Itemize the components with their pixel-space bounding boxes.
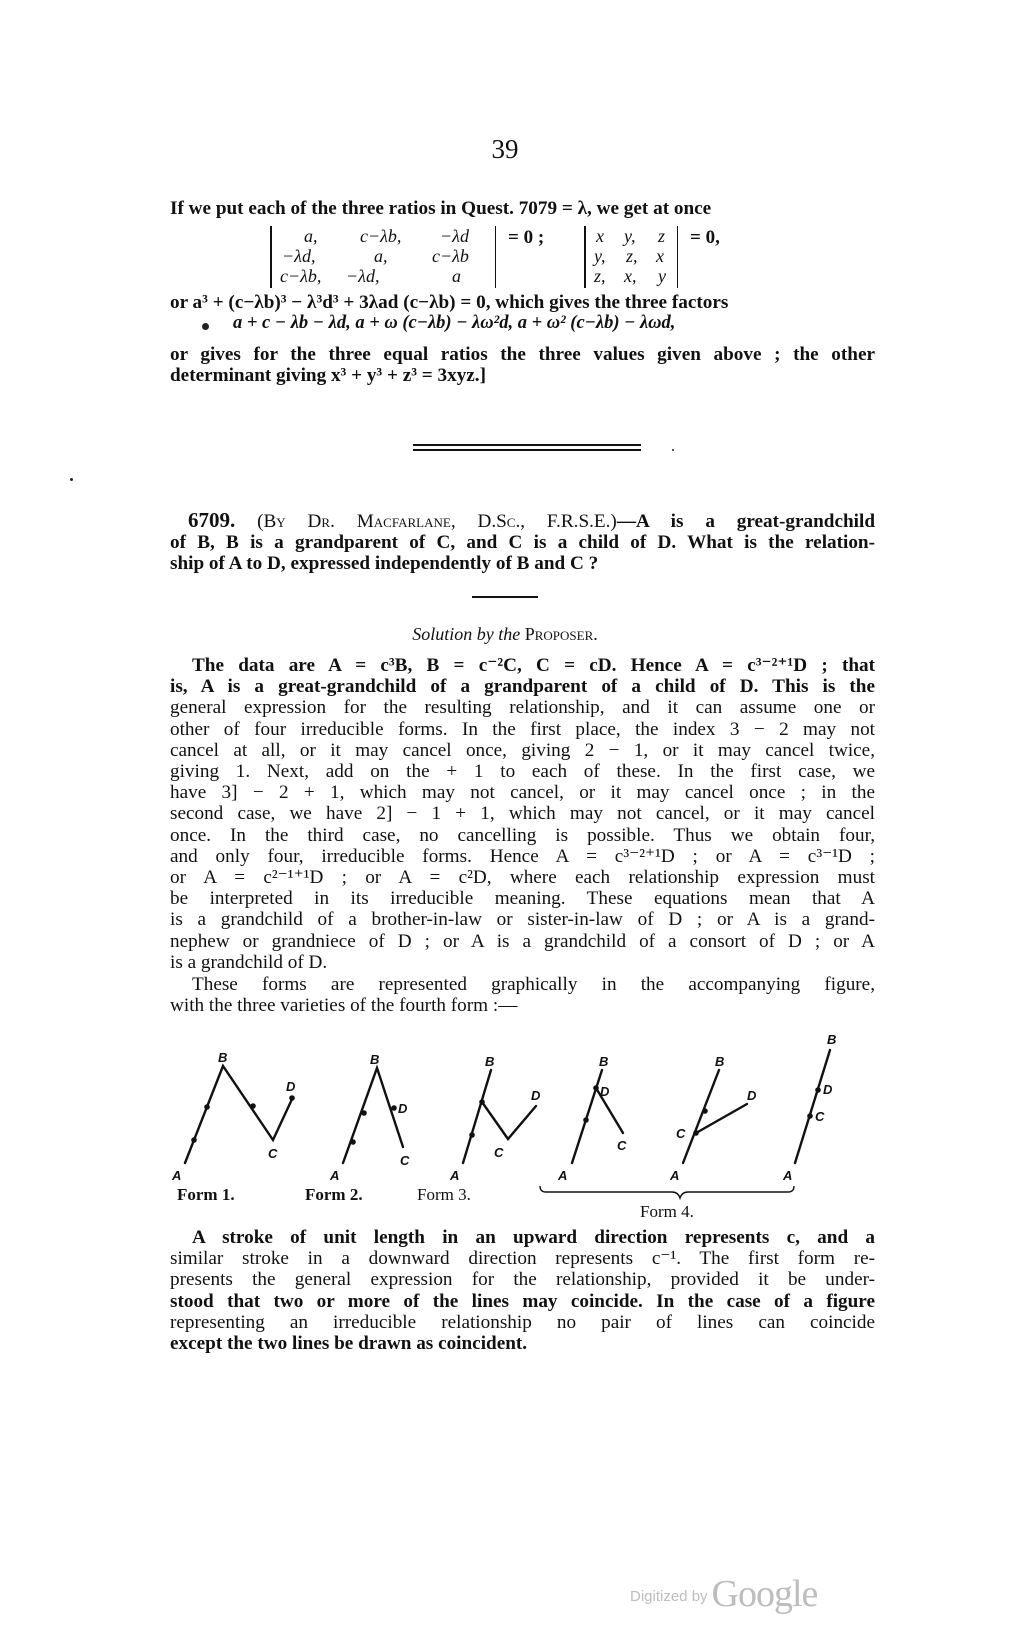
text-line: representing an irreducible relationship no pair of lines can coincide [170,1311,875,1333]
text-line: cancel at all, or it may cancel once, giving 2 − 1, or it may cancel twice, [170,739,875,761]
det-cell: a, [374,246,388,266]
form-4c-path [795,1050,830,1163]
node-label-b: B [370,1052,380,1067]
node-dot [289,1095,295,1101]
text-line: determinant giving x³ + y³ + z³ = 3xyz.] [170,365,486,387]
speck [672,449,674,451]
det-cell: y, [624,226,636,246]
text-line: nephew or grandniece of D ; or A is a grandchild of a consort of D ; or A [170,930,875,952]
text-line: second case, we have 2] − 1 + 1, which may not cancel, or it may cancel [170,803,875,825]
det-cell: −λd [440,226,469,246]
text-line: except the two lines be drawn as coincident. [170,1333,528,1355]
node-label-a: A [670,1168,680,1183]
node-dot [593,1085,599,1091]
factors-line: a + c − λb − λd, a + ω (c−λb) − λω²d, a + ω² (c−λb) − λωd, [233,313,676,333]
text-line: The data are A = c³B, B = c⁻²C, C = cD. Hence A = c³⁻²⁺¹D ; that [192,655,875,676]
node-dot [204,1104,210,1110]
node-dot [469,1132,475,1138]
page-number: 39 [491,134,519,164]
speck [70,478,73,481]
det-cell: c−λb, [280,266,322,286]
text-line: giving 1. Next, add on the + 1 to each of these. In the first case, we [170,761,875,783]
node-dot [693,1130,699,1136]
google-watermark [630,1572,817,1616]
node-dot [250,1103,256,1109]
expansion-line [170,292,875,313]
determinant-2-equals: = 0, [690,227,720,248]
det-cell: x [596,226,604,246]
det-cell: a, [304,226,318,246]
form-4-brace [540,1186,794,1198]
determinant-1 [270,226,496,288]
expansion-text: or a³ + (c−λb)³ − λ³d³ + 3λad (c−λb) = 0, which gives the three factors [170,292,729,313]
det-cell: −λd, [282,246,316,266]
node-dot [815,1087,821,1093]
text-line: is a grandchild of D. [170,951,328,973]
node-label-b: B [715,1054,725,1069]
det-cell: x [656,246,664,266]
determinant-2 [584,226,678,288]
node-label-a: A [450,1168,460,1183]
text-line: or A = c²⁻¹⁺¹D ; or A = c²D, where each relationship expression must [170,867,875,889]
node-label-b: B [599,1054,609,1069]
section-divider [413,444,641,446]
form-4a-path [572,1070,602,1163]
determinant-bar-right [677,226,679,288]
text-line: similar stroke in a downward direction represents c⁻¹. The first form re- [170,1248,875,1270]
node-label-d: D [747,1088,757,1103]
det-cell: z, [626,246,638,266]
node-label-a: A [783,1168,793,1183]
node-label-c: C [268,1146,278,1161]
det-cell: y, [594,246,606,266]
text-line: of B, B is a grandparent of C, and C is a child of D. What is the relation- [170,532,875,554]
form-2-path [343,1068,403,1163]
form-3-path [463,1070,491,1163]
text-line: ship of A to D, expressed independently of B and C ? [170,553,599,575]
node-label-c: C [676,1126,686,1141]
watermark-prefix: Digitized by [630,1588,708,1605]
question-author: (By Dr. Macfarlane, D.Sc., F.R.S.E.) [257,511,617,532]
text-line: or gives for the three equal ratios the three values given above ; the other [170,344,875,365]
question-number: 6709. [188,508,236,532]
determinant-bar-right [495,226,497,288]
short-divider [472,596,538,598]
node-label-b: B [218,1050,228,1065]
det-cell: z, [594,266,606,286]
node-dot [702,1108,708,1114]
det-cell: y [658,266,666,286]
node-dot [807,1113,813,1119]
solution-heading [0,624,1010,645]
det-cell: c−λb [432,246,469,266]
node-dot [479,1099,485,1105]
text-line: have 3] − 2 + 1, which may not cancel, or it may cancel once ; in the [170,782,875,804]
text-line: presents the general expression for the relationship, provided it be under- [170,1269,875,1291]
solution-heading-name: Proposer. [524,624,598,644]
figure-svg [165,1020,855,1235]
google-logo: Google [711,1573,818,1615]
text-line: stood that two or more of the lines may coincide. In the case of a figure [170,1290,875,1312]
solution-paragraph-1 [170,655,875,973]
form-4b-path [683,1070,719,1163]
node-label-d: D [286,1079,296,1094]
node-label-d: D [600,1084,610,1099]
text-line: once. In the third case, no cancelling is possible. Thus we obtain four, [170,824,875,846]
node-label-d: D [823,1082,833,1097]
determinant-bar-left [584,226,586,288]
text-line: general expression for the resulting relationship, and it can assume one or [170,697,875,719]
node-label-b: B [485,1054,495,1069]
solution-paragraph-3 [170,1227,875,1354]
node-label-d: D [398,1101,408,1116]
node-label-a: A [172,1168,182,1183]
node-label-a: A [558,1168,568,1183]
solution-paragraph-2 [170,974,875,1016]
text-line: —A is a great-grandchild [616,511,875,532]
node-label-c: C [815,1109,825,1124]
bullet-dot [202,323,209,330]
node-label-c: C [400,1153,410,1168]
text-line: is, A is a great-grandchild of a grandparent of a child of D. This is the [170,676,875,698]
question-6709 [170,510,875,575]
node-label-a: A [330,1168,340,1183]
node-label-d: D [531,1088,541,1103]
node-dot [391,1105,397,1111]
form-3-branch [482,1102,536,1139]
question-first-line [170,510,875,532]
node-dot [191,1137,197,1143]
intro-line: If we put each of the three ratios in Quest. 7079 = λ, we get at once [170,198,712,219]
node-label-c: C [617,1138,627,1153]
det-cell: a [452,266,461,286]
solution-heading-italic: Solution by the [412,624,521,644]
node-dot [350,1139,356,1145]
closing-paragraph [170,344,875,386]
det-cell: −λd, [346,266,380,286]
node-label-b: B [827,1032,837,1047]
relationship-figure [165,1020,855,1235]
text-line: These forms are represented graphically in the accompanying figure, [192,974,875,995]
text-line: A stroke of unit length in an upward direction represents c, and a [192,1227,875,1248]
determinant-bar-left [270,226,272,288]
form-3-label: Form 3. [417,1185,471,1204]
det-cell: x, [624,266,637,286]
text-line: be interpreted in its irreducible meaning. These equations mean that A [170,888,875,910]
form-2-label: Form 2. [305,1185,363,1204]
text-line: other of four irreducible forms. In the first place, the index 3 − 2 may not [170,718,875,740]
text-line: is a grandchild of a brother-in-law or sister-in-law of D ; or A is a grand- [170,909,875,931]
text-line: and only four, irreducible forms. Hence A = c³⁻²⁺¹D ; or A = c³⁻¹D ; [170,845,875,867]
node-label-c: C [494,1145,504,1160]
section-divider [413,449,641,451]
form-1-label: Form 1. [177,1185,235,1204]
det-cell: z [658,226,666,246]
intro-paragraph [170,198,875,219]
node-dot [583,1117,589,1123]
form-4-label: Form 4. [640,1202,694,1221]
node-dot [361,1110,367,1116]
det-cell: c−λb, [360,226,402,246]
determinant-1-equals: = 0 ; [508,227,545,248]
text-line: with the three varieties of the fourth form :— [170,995,518,1017]
